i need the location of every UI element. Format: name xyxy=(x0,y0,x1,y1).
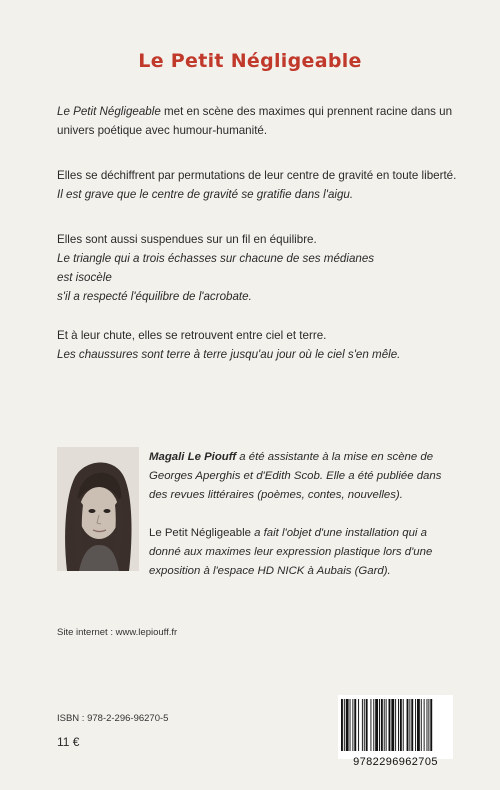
barcode-bar xyxy=(346,699,349,751)
barcode-bar xyxy=(400,699,402,751)
bio-text-1: a été assistante à la mise en scène de Georges Aperghis et d'Edith Scob. Elle a été publiée dans des revues littéraires (poèmes, contes, nouvelles). xyxy=(149,451,442,501)
portrait-photo-icon xyxy=(57,447,139,571)
barcode-bar xyxy=(421,699,422,751)
intro-text: met en scène des maximes qui prennent racine dans un univers poétique avec humour-humanité. xyxy=(57,105,453,137)
barcode-bar xyxy=(373,699,374,751)
barcode-bar xyxy=(411,699,413,751)
bio-paragraph-2 xyxy=(149,524,449,581)
author-name: Magali Le Piouff xyxy=(149,451,237,463)
barcode-bar xyxy=(386,699,387,751)
isbn: ISBN : 978-2-296-96270-5 xyxy=(57,713,169,724)
barcode-bar xyxy=(358,699,359,751)
barcode-bar xyxy=(354,699,356,751)
barcode-bar xyxy=(398,699,399,751)
barcode-bar xyxy=(391,699,394,751)
barcode-bar xyxy=(403,699,404,751)
barcode-bar xyxy=(344,699,345,751)
fall-maxim: Les chaussures sont terre à terre jusqu'au jour où le ciel s'en mêle. xyxy=(57,348,401,361)
barcode-bar xyxy=(409,699,410,751)
balance-maxim-3: s'il a respecté l'équilibre de l'acrobate. xyxy=(57,290,252,303)
barcode-bar xyxy=(362,699,363,751)
paragraph-balance xyxy=(57,230,457,306)
author-photo xyxy=(57,447,139,571)
barcode-bar xyxy=(389,699,391,751)
fall-line: Et à leur chute, elles se retrouvent entre ciel et terre. xyxy=(57,329,327,342)
barcode-bar xyxy=(379,699,380,751)
barcode-bar xyxy=(364,699,365,751)
barcode-number: 9782296962705 xyxy=(353,756,438,768)
website: Site internet : www.lepiouff.fr xyxy=(57,627,178,638)
barcode-bar xyxy=(381,699,383,751)
barcode-bar xyxy=(428,699,429,751)
barcode-bar xyxy=(430,699,432,751)
barcode-bar xyxy=(395,699,396,751)
barcode-bar xyxy=(350,699,351,751)
ean13-barcode-icon xyxy=(338,695,453,755)
barcode-bar xyxy=(415,699,416,751)
gravity-maxim: Il est grave que le centre de gravité se gratifie dans l'aigu. xyxy=(57,188,354,201)
balance-line: Elles sont aussi suspendues sur un fil en équilibre. xyxy=(57,233,317,246)
book-title: Le Petit Négligeable xyxy=(138,50,362,72)
barcode-bar xyxy=(417,699,420,751)
author-bio xyxy=(149,448,449,581)
barcode-bar xyxy=(341,699,343,751)
paragraph-intro xyxy=(57,102,457,140)
barcode-bar xyxy=(424,699,425,751)
barcode-bar xyxy=(407,699,409,751)
balance-maxim-1: Le triangle qui a trois échasses sur chacune de ses médianes xyxy=(57,252,375,265)
gravity-line: Elles se déchiffrent par permutations de leur centre de gravité en toute liberté. xyxy=(57,169,457,182)
paragraph-gravity xyxy=(57,166,457,204)
balance-maxim-2: est isocèle xyxy=(57,271,112,284)
bio-book-title: Le Petit Négligeable xyxy=(149,527,251,539)
price: 11 € xyxy=(57,735,80,749)
barcode-bar xyxy=(427,699,428,751)
barcode xyxy=(338,695,453,759)
barcode-bar xyxy=(370,699,371,751)
barcode-bar xyxy=(384,699,385,751)
barcode-bar xyxy=(375,699,378,751)
intro-book-title: Le Petit Négligeable xyxy=(57,105,161,118)
bio-paragraph-1 xyxy=(149,448,449,505)
bio-text-2: a fait l'objet d'une installation qui a donné aux maximes leur expression plastique lors d'une exposition à l'espace HD NICK à Aubais (Gard). xyxy=(149,527,433,577)
barcode-bar xyxy=(366,699,368,751)
barcode-bar xyxy=(352,699,353,751)
paragraph-fall xyxy=(57,326,457,364)
